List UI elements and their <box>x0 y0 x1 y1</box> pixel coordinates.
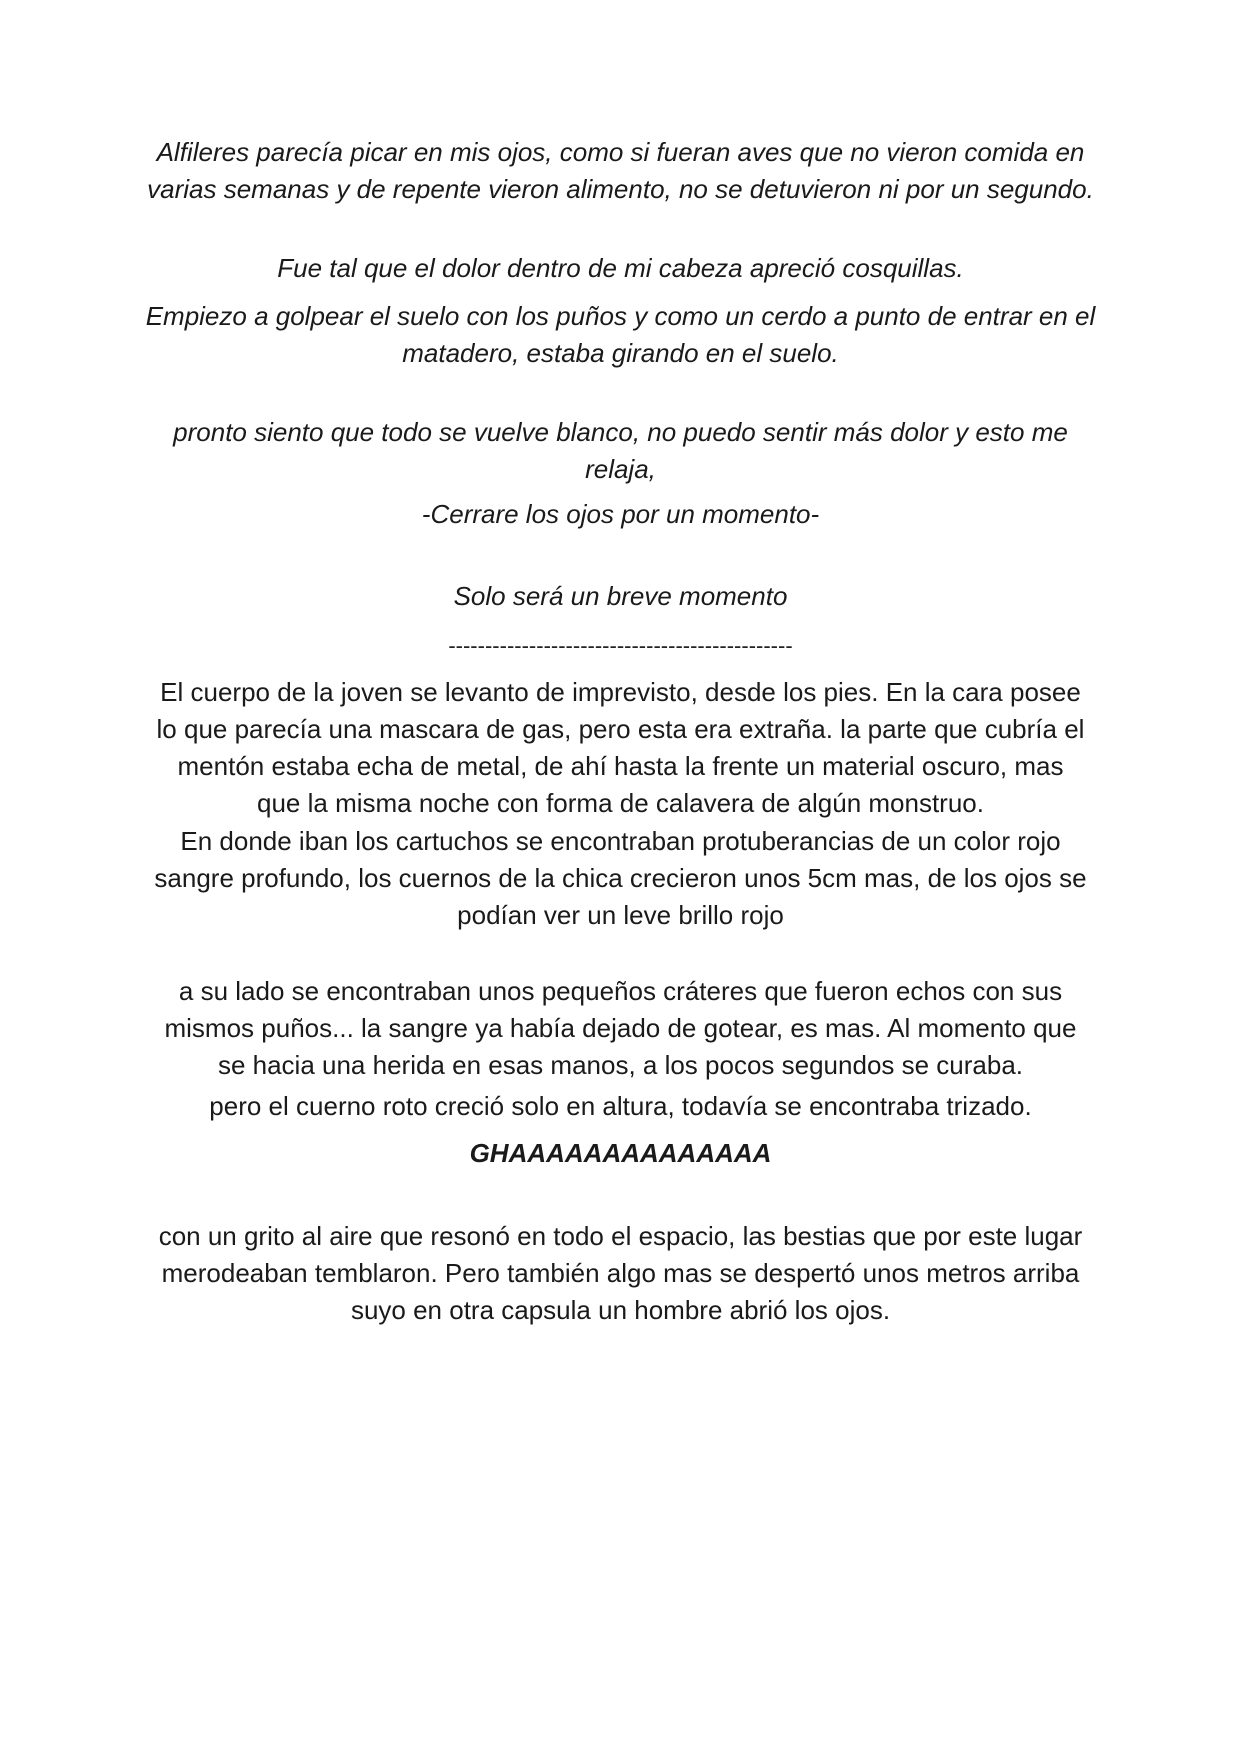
text-line: mentón estaba echa de metal, de ahí hasta la frente un material oscuro, mas <box>177 751 1064 781</box>
paragraph-cartuchos <box>140 823 1101 934</box>
text-line: El cuerpo de la joven se levanto de imprevisto, desde los pies. En la cara posee <box>160 677 1081 707</box>
paragraph-grito <box>140 1135 1101 1172</box>
text-line: -Cerrare los ojos por un momento- <box>421 499 820 529</box>
paragraph-cuerpo <box>140 674 1101 822</box>
paragraph-crateres <box>140 973 1101 1084</box>
paragraph-dolor <box>140 250 1101 287</box>
paragraph-blanco <box>140 414 1101 488</box>
text-line: matadero, estaba girando en el suelo. <box>402 338 839 368</box>
text-line: GHAAAAAAAAAAAAAA <box>469 1138 772 1168</box>
text-line: Empiezo a golpear el suelo con los puños y como un cerdo a punto de entrar en el <box>145 301 1096 331</box>
text-line: En donde iban los cartuchos se encontraban protuberancias de un color rojo <box>180 826 1061 856</box>
paragraph-resono <box>140 1218 1101 1329</box>
text-line: pronto siento que todo se vuelve blanco, no puedo sentir más dolor y esto me <box>173 417 1068 447</box>
text-line: pero el cuerno roto creció solo en altura, todavía se encontraba trizado. <box>209 1091 1032 1121</box>
text-line: merodeaban temblaron. Pero también algo mas se despertó unos metros arriba <box>161 1258 1080 1288</box>
section-separator <box>140 627 1101 664</box>
text-line: relaja, <box>585 454 656 484</box>
text-line: con un grito al aire que resonó en todo el espacio, las bestias que por este lugar <box>158 1221 1083 1251</box>
paragraph-cerrare <box>140 496 1101 533</box>
text-line: suyo en otra capsula un hombre abrió los ojos. <box>350 1295 891 1325</box>
text-line: que la misma noche con forma de calavera de algún monstruo. <box>257 788 984 818</box>
text-line: a su lado se encontraban unos pequeños cráteres que fueron echos con sus <box>178 976 1063 1006</box>
text-line: Solo será un breve momento <box>453 581 788 611</box>
text-line: Fue tal que el dolor dentro de mi cabeza apreció cosquillas. <box>277 253 964 283</box>
paragraph-breve-momento <box>140 578 1101 615</box>
text-line: lo que parecía una mascara de gas, pero esta era extraña. la parte que cubría el <box>156 714 1085 744</box>
text-line: varias semanas y de repente vieron alimento, no se detuvieron ni por un segundo. <box>147 174 1094 204</box>
text-line: mismos puños... la sangre ya había dejado de gotear, es mas. Al momento que <box>164 1013 1077 1043</box>
separator-line: ----------------------------------------------- <box>448 633 793 658</box>
text-line: sangre profundo, los cuernos de la chica crecieron unos 5cm mas, de los ojos se <box>154 863 1087 893</box>
text-line: podían ver un leve brillo rojo <box>457 900 784 930</box>
text-line: Alfileres parecía picar en mis ojos, como si fueran aves que no vieron comida en <box>156 137 1085 167</box>
paragraph-alfileres <box>140 134 1101 208</box>
text-line: se hacia una herida en esas manos, a los pocos segundos se curaba. <box>217 1050 1024 1080</box>
paragraph-golpear <box>140 298 1101 372</box>
paragraph-cuerno-roto <box>140 1088 1101 1125</box>
